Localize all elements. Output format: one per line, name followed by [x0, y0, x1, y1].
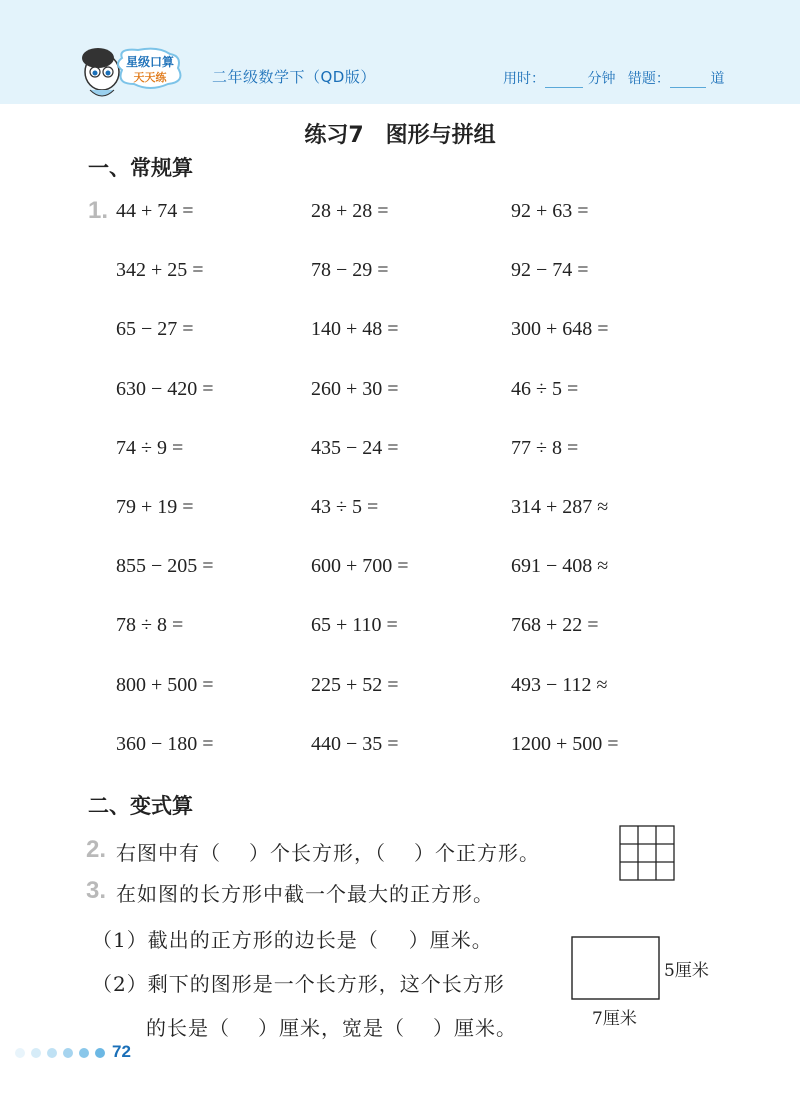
question-1-number: 1. [88, 197, 109, 224]
calc-expression: 140 + 48 = [311, 318, 399, 340]
calc-expression: 435 − 24 = [311, 437, 399, 459]
calc-expression: 65 − 27 = [116, 318, 194, 340]
calc-expression: 77 ÷ 8 = [511, 437, 579, 459]
question-3-text: 在如图的长方形中截一个最大的正方形。 [116, 882, 494, 906]
exercise-title: 练习7 图形与拼组 [304, 123, 496, 148]
calc-expression: 79 + 19 = [116, 496, 194, 518]
q2-text-a: 右图中有（ [116, 841, 221, 865]
question-2-number: 2. [86, 836, 107, 863]
calc-expression: 1200 + 500 = [511, 733, 619, 755]
calc-expression: 92 + 63 = [511, 200, 589, 222]
time-error-record [503, 68, 724, 88]
time-blank [545, 73, 583, 88]
question-3-number: 3. [86, 877, 107, 904]
rectangle-width-label: 7厘米 [592, 1009, 637, 1029]
q2-text-c: ）个正方形。 [414, 841, 540, 865]
footer-decoration-dots [14, 1046, 106, 1060]
calc-expression: 260 + 30 = [311, 378, 399, 400]
calc-expression: 28 + 28 = [311, 200, 389, 222]
book-title: 二年级数学下（QD版） [212, 68, 376, 86]
calc-expression: 92 − 74 = [511, 259, 589, 281]
count-label: 道 [710, 71, 725, 87]
page-number: 72 [112, 1042, 131, 1061]
errors-label: 错题： [627, 71, 670, 87]
mascot-logo [78, 44, 208, 104]
calc-expression: 600 + 700 = [311, 555, 409, 577]
calc-expression: 360 − 180 = [116, 733, 214, 755]
calc-expression: 65 + 110 = [311, 614, 398, 636]
grid-figure [619, 825, 675, 881]
logo-text-bottom: 天天练 [133, 71, 167, 84]
q3-sub2-text-c: ）厘米。 [433, 1016, 517, 1040]
calc-expression: 225 + 52 = [311, 674, 399, 696]
rectangle-height-label: 5厘米 [664, 961, 709, 981]
q2-text-b: ）个长方形，（ [249, 841, 386, 865]
q3-sub2-text-b: ）厘米，宽是（ [258, 1016, 405, 1040]
calc-expression: 78 − 29 = [311, 259, 389, 281]
calc-expression: 342 + 25 = [116, 259, 204, 281]
errors-blank [670, 73, 706, 88]
calc-expression: 630 − 420 = [116, 378, 214, 400]
minute-label: 分钟 [587, 71, 616, 87]
calc-expression: 440 − 35 = [311, 733, 399, 755]
q3-sub1 [92, 924, 493, 953]
calc-expression: 74 ÷ 9 = [116, 437, 184, 459]
question-2-text [116, 837, 540, 866]
calc-expression: 314 + 287 ≈ [511, 496, 609, 518]
logo-text-top: 星级口算 [125, 55, 175, 69]
calc-expression: 46 ÷ 5 = [511, 378, 579, 400]
calc-expression: 768 + 22 = [511, 614, 599, 636]
time-label: 用时： [503, 71, 545, 87]
calc-expression: 493 − 112 ≈ [511, 674, 608, 696]
rectangle-figure [571, 936, 661, 1000]
calc-expression: 855 − 205 = [116, 555, 214, 577]
section2-title: 二、变式算 [88, 794, 193, 818]
calc-expression: 300 + 648 = [511, 318, 609, 340]
q3-sub1-text-a: （1）截出的正方形的边长是（ [92, 928, 379, 952]
q3-sub2-text-a: 的长是（ [146, 1016, 230, 1040]
q3-sub2-line2 [146, 1012, 517, 1041]
calc-expression: 43 ÷ 5 = [311, 496, 379, 518]
calc-expression: 800 + 500 = [116, 674, 214, 696]
q3-sub2-line1: （2）剩下的图形是一个长方形，这个长方形 [92, 972, 505, 996]
q3-sub1-text-b: ）厘米。 [408, 928, 493, 952]
calc-expression: 44 + 74 = [116, 200, 194, 222]
calc-expression: 691 − 408 ≈ [511, 555, 609, 577]
calc-expression: 78 ÷ 8 = [116, 614, 184, 636]
section1-title: 一、常规算 [88, 156, 193, 180]
